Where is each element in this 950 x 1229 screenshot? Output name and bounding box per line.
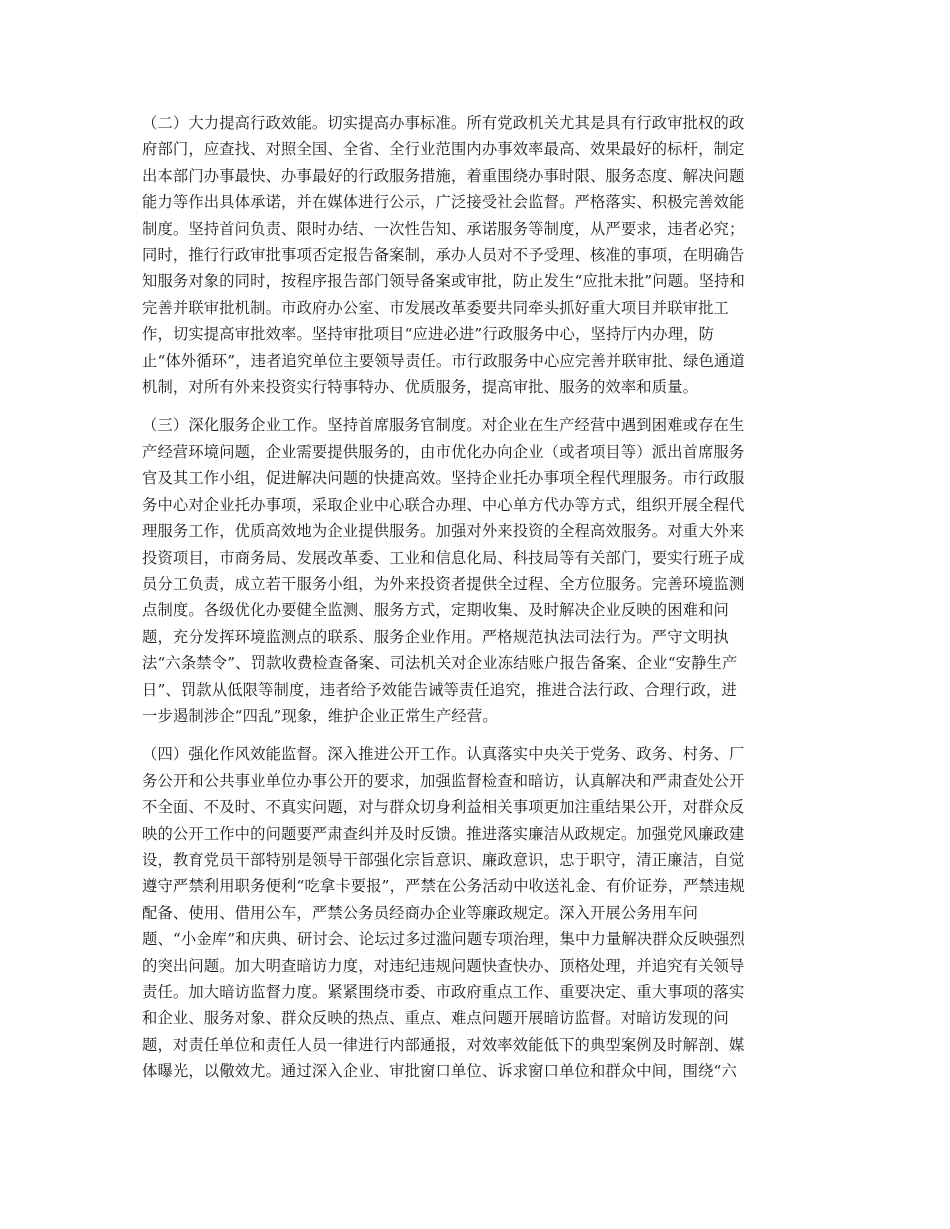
text-line: 映的公开工作中的问题要严肃查纠并及时反馈。推进落实廉洁从政规定。加强党风廉政建 xyxy=(142,824,745,843)
text-line: 务中心对企业托办事项，采取企业中心联合办理、中心单方代办等方式，组织开展全程代 xyxy=(142,495,745,514)
text-line: 日”、罚款从低限等制度，违者给予效能告诫等责任追究，推进合法行政、合理行政，进 xyxy=(142,680,737,699)
text-line: 务公开和公共事业单位办事公开的要求，加强监督检查和暗访，认真解决和严肃查处公开 xyxy=(142,771,745,790)
paragraph-enterprise-services xyxy=(142,412,809,729)
text-line: 出本部门办事最快、办事最好的行政服务措施，着重围绕办事时限、服务态度、解决问题 xyxy=(142,166,745,185)
text-line: 题，对责任单位和责任人员一律进行内部通报，对效率效能低下的典型案例及时解剖、媒 xyxy=(142,1035,745,1054)
text-line: 点制度。各级优化办要健全监测、服务方式，定期收集、及时解决企业反映的困难和问 xyxy=(142,601,729,620)
text-line: 能力等作出具体承诺，并在媒体进行公示，广泛接受社会监督。严格落实、积极完善效能 xyxy=(142,193,745,212)
text-line: 不全面、不及时、不真实问题，对与群众切身利益相关事项更加注重结果公开，对群众反 xyxy=(142,798,745,817)
text-line: 设，教育党员干部特别是领导干部强化宗旨意识、廉政意识，忠于职守，清正廉洁，自觉 xyxy=(142,850,745,869)
text-line: 法“六条禁令”、罚款收费检查备案、司法机关对企业冻结账户报告备案、企业“安静生产 xyxy=(142,654,738,673)
document-page xyxy=(142,110,809,1097)
text-line: （三）深化服务企业工作。坚持首席服务官制度。对企业在生产经营中遇到困难或存在生 xyxy=(142,416,745,435)
text-line: 产经营环境问题，企业需要提供服务的，由市优化办向企业（或者项目等）派出首席服务 xyxy=(142,442,745,461)
text-line: 同时，推行行政审批事项否定报告备案制，承办人员对不予受理、核准的事项，在明确告 xyxy=(142,246,745,265)
text-line: 止“体外循环”，违者追究单位主要领导责任。市行政服务中心应完善并联审批、绿色通道 xyxy=(142,351,745,370)
paragraph-administrative-efficiency xyxy=(142,110,809,400)
text-line: 的突出问题。加大明查暗访力度，对违纪违规问题快查快办、顶格处理，并追究有关领导 xyxy=(142,956,745,975)
text-line: 府部门，应查找、对照全国、全省、全行业范围内办事效率最高、效果最好的标杆，制定 xyxy=(142,140,745,159)
text-line: 投资项目，市商务局、发展改革委、工业和信息化局、科技局等有关部门，要实行班子成 xyxy=(142,548,745,567)
text-line: 题、“小金库”和庆典、研讨会、论坛过多过滥问题专项治理，集中力量解决群众反映强烈 xyxy=(142,930,745,949)
text-line: 员分工负责，成立若干服务小组，为外来投资者提供全过程、全方位服务。完善环境监测 xyxy=(142,574,745,593)
text-line: 作，切实提高审批效率。坚持审批项目“应进必进”行政服务中心，坚持厅内办理，防 xyxy=(142,325,715,344)
text-line: （二）大力提高行政效能。切实提高办事标准。所有党政机关尤其是具有行政审批权的政 xyxy=(142,114,745,132)
text-line: 责任。加大暗访监督力度。紧紧围绕市委、市政府重点工作、重要决定、重大事项的落实 xyxy=(142,983,745,1001)
text-line: 完善并联审批机制。市政府办公室、市发展改革委要共同牵头抓好重大项目并联审批工 xyxy=(142,298,729,317)
text-line: 一步遏制涉企“四乱”现象，维护企业正常生产经营。 xyxy=(142,706,498,725)
text-line: 和企业、服务对象、群众反映的热点、重点、难点问题开展暗访监督。对暗访发现的问 xyxy=(142,1009,729,1028)
text-line: 制度。坚持首问负责、限时办结、一次性告知、承诺服务等制度，从严要求，违者必究； xyxy=(142,219,745,238)
text-line: 配备、使用、借用公车，严禁公务员经商办企业等廉政规定。深入开展公务用车问 xyxy=(142,903,699,922)
text-line: 遵守严禁利用职务便利“吃拿卡要报”，严禁在公务活动中收送礼金、有价证券，严禁违规 xyxy=(142,877,745,896)
text-line: （四）强化作风效能监督。深入推进公开工作。认真落实中央关于党务、政务、村务、厂 xyxy=(142,745,745,764)
text-line: 理服务工作，优质高效地为企业提供服务。加强对外来投资的全程高效服务。对重大外来 xyxy=(142,522,745,541)
paragraph-efficiency-supervision xyxy=(142,741,809,1084)
text-line: 体曝光，以儆效尤。通过深入企业、审批窗口单位、诉求窗口单位和群众中间，围绕“六 xyxy=(142,1062,737,1081)
text-line: 机制，对所有外来投资实行特事特办、优质服务，提高审批、服务的效率和质量。 xyxy=(142,378,699,397)
text-line: 题，充分发挥环境监测点的联系、服务企业作用。严格规范执法司法行为。严守文明执 xyxy=(142,627,729,646)
text-line: 知服务对象的同时，按程序报告部门领导备案或审批，防止发生“应批未批”问题。坚持和 xyxy=(142,272,745,291)
text-line: 官及其工作小组，促进解决问题的快捷高效。坚持企业托办事项全程代理服务。市行政服 xyxy=(142,469,745,488)
